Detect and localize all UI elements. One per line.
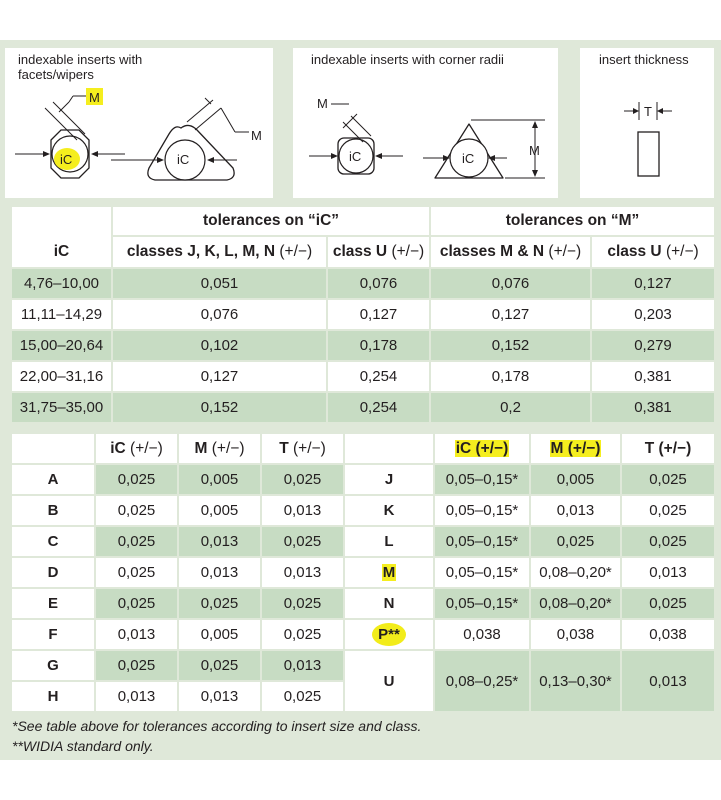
thickness-title: insert thickness (599, 52, 689, 67)
table-row (11, 495, 715, 526)
value-cell: 0,013 (95, 681, 178, 712)
class-label: N (344, 588, 434, 619)
header-ic-highlighted: iC (+/−) (434, 433, 530, 464)
value-cell: 0,025 (95, 650, 178, 681)
class-label: G (11, 650, 95, 681)
value-cell: 0,2 (430, 392, 591, 423)
ic-range-cell: 31,75–35,00 (11, 392, 112, 423)
value-cell: 0,254 (327, 392, 430, 423)
ic-label-1: iC (60, 152, 73, 167)
m-label-3: M (317, 96, 328, 111)
table-row (11, 361, 715, 392)
subheader-class-u-ic: class U (+/−) (327, 236, 430, 268)
value-cell: 0,005 (178, 619, 261, 650)
value-cell: 0,08–0,20* (530, 588, 621, 619)
value-cell: 0,013 (261, 495, 344, 526)
value-cell: 0,152 (112, 392, 327, 423)
value-cell: 0,025 (621, 588, 715, 619)
value-cell: 0,038 (621, 619, 715, 650)
ic-range-cell: 22,00–31,16 (11, 361, 112, 392)
value-cell: 0,05–0,15* (434, 464, 530, 495)
header-t: T (+/−) (261, 433, 344, 464)
thickness-diagram (580, 48, 714, 198)
value-cell: 0,025 (261, 526, 344, 557)
m-label-4: M (529, 143, 540, 158)
ic-column-header: iC (11, 206, 112, 268)
class-label: B (11, 495, 95, 526)
size-tolerance-table (10, 205, 716, 424)
footnote-2: **WIDIA standard only. (12, 738, 154, 754)
m-label-2: M (251, 128, 262, 143)
value-cell: 0,178 (430, 361, 591, 392)
ic-range-cell: 15,00–20,64 (11, 330, 112, 361)
value-cell: 0,013 (621, 650, 715, 712)
value-cell: 0,279 (591, 330, 715, 361)
value-cell: 0,08–0,20* (530, 557, 621, 588)
blank-header (11, 433, 95, 464)
table-row (11, 619, 715, 650)
value-cell: 0,025 (95, 495, 178, 526)
subheader-class-u-m: class U (+/−) (591, 236, 715, 268)
class-label: F (11, 619, 95, 650)
table-row (11, 526, 715, 557)
value-cell: 0,051 (112, 268, 327, 299)
table-row (11, 464, 715, 495)
value-cell: 0,025 (621, 495, 715, 526)
value-cell: 0,152 (430, 330, 591, 361)
corner-diagram (293, 48, 558, 198)
value-cell: 0,381 (591, 392, 715, 423)
value-cell: 0,076 (327, 268, 430, 299)
value-cell: 0,178 (327, 330, 430, 361)
value-cell: 0,127 (430, 299, 591, 330)
header-ic: iC (+/−) (95, 433, 178, 464)
class-label-highlighted: M (344, 557, 434, 588)
class-label: C (11, 526, 95, 557)
corner-title: indexable inserts with corner radii (311, 52, 504, 67)
ic-label-3: iC (349, 149, 362, 164)
value-cell: 0,025 (95, 526, 178, 557)
value-cell: 0,127 (591, 268, 715, 299)
table-row (11, 299, 715, 330)
header-m-highlighted: M (+/−) (530, 433, 621, 464)
class-label: A (11, 464, 95, 495)
value-cell: 0,203 (591, 299, 715, 330)
blank-header (344, 433, 434, 464)
value-cell: 0,025 (261, 588, 344, 619)
value-cell: 0,038 (530, 619, 621, 650)
value-cell: 0,025 (178, 650, 261, 681)
facets-diagram (5, 48, 273, 198)
t-label: T (644, 104, 652, 119)
class-tolerance-table (10, 432, 716, 713)
value-cell: 0,013 (178, 557, 261, 588)
value-cell: 0,025 (261, 681, 344, 712)
ic-label-2: iC (177, 152, 190, 167)
facets-diagram-box (5, 48, 273, 198)
corner-diagram-box (293, 48, 558, 198)
subheader-classes-mn: classes M & N (+/−) (430, 236, 591, 268)
class-label: K (344, 495, 434, 526)
value-cell: 0,038 (434, 619, 530, 650)
value-cell: 0,013 (530, 495, 621, 526)
class-label: J (344, 464, 434, 495)
value-cell: 0,102 (112, 330, 327, 361)
ic-range-cell: 4,76–10,00 (11, 268, 112, 299)
value-cell: 0,05–0,15* (434, 526, 530, 557)
ic-tolerance-group-header: tolerances on “iC” (112, 206, 430, 236)
value-cell: 0,013 (621, 557, 715, 588)
table-row (11, 650, 715, 681)
footnotes (12, 716, 421, 756)
thickness-diagram-box (580, 48, 714, 198)
value-cell: 0,025 (261, 619, 344, 650)
value-cell: 0,005 (178, 464, 261, 495)
ic-range-cell: 11,11–14,29 (11, 299, 112, 330)
value-cell: 0,08–0,25* (434, 650, 530, 712)
value-cell: 0,013 (95, 619, 178, 650)
value-cell: 0,13–0,30* (530, 650, 621, 712)
value-cell: 0,025 (95, 464, 178, 495)
value-cell: 0,013 (178, 681, 261, 712)
m-label-1: M (89, 90, 100, 105)
table-row (11, 268, 715, 299)
header-t-right: T (+/−) (621, 433, 715, 464)
value-cell: 0,254 (327, 361, 430, 392)
value-cell: 0,05–0,15* (434, 588, 530, 619)
table-row (11, 330, 715, 361)
table-row (11, 392, 715, 423)
value-cell: 0,025 (621, 464, 715, 495)
class-label: H (11, 681, 95, 712)
value-cell: 0,076 (112, 299, 327, 330)
class-label: D (11, 557, 95, 588)
ic-label-4: iC (462, 151, 475, 166)
value-cell: 0,025 (261, 464, 344, 495)
value-cell: 0,025 (621, 526, 715, 557)
class-label: L (344, 526, 434, 557)
value-cell: 0,076 (430, 268, 591, 299)
value-cell: 0,025 (530, 526, 621, 557)
table-row (11, 588, 715, 619)
value-cell: 0,025 (95, 557, 178, 588)
class-label: E (11, 588, 95, 619)
value-cell: 0,05–0,15* (434, 495, 530, 526)
value-cell: 0,127 (327, 299, 430, 330)
value-cell: 0,05–0,15* (434, 557, 530, 588)
facets-title: indexable inserts with facets/wipers (18, 52, 143, 82)
subheader-classes-jklmn: classes J, K, L, M, N (+/−) (112, 236, 327, 268)
value-cell: 0,025 (178, 588, 261, 619)
value-cell: 0,005 (178, 495, 261, 526)
class-label-highlighted: P** (344, 619, 434, 650)
value-cell: 0,013 (261, 557, 344, 588)
table-row (11, 557, 715, 588)
m-tolerance-group-header: tolerances on “M” (430, 206, 715, 236)
value-cell: 0,025 (95, 588, 178, 619)
value-cell: 0,013 (178, 526, 261, 557)
value-cell: 0,127 (112, 361, 327, 392)
class-label: U (344, 650, 434, 712)
header-m: M (+/−) (178, 433, 261, 464)
value-cell: 0,381 (591, 361, 715, 392)
footnote-1: *See table above for tolerances according to insert size and class. (12, 718, 422, 734)
value-cell: 0,005 (530, 464, 621, 495)
value-cell: 0,013 (261, 650, 344, 681)
